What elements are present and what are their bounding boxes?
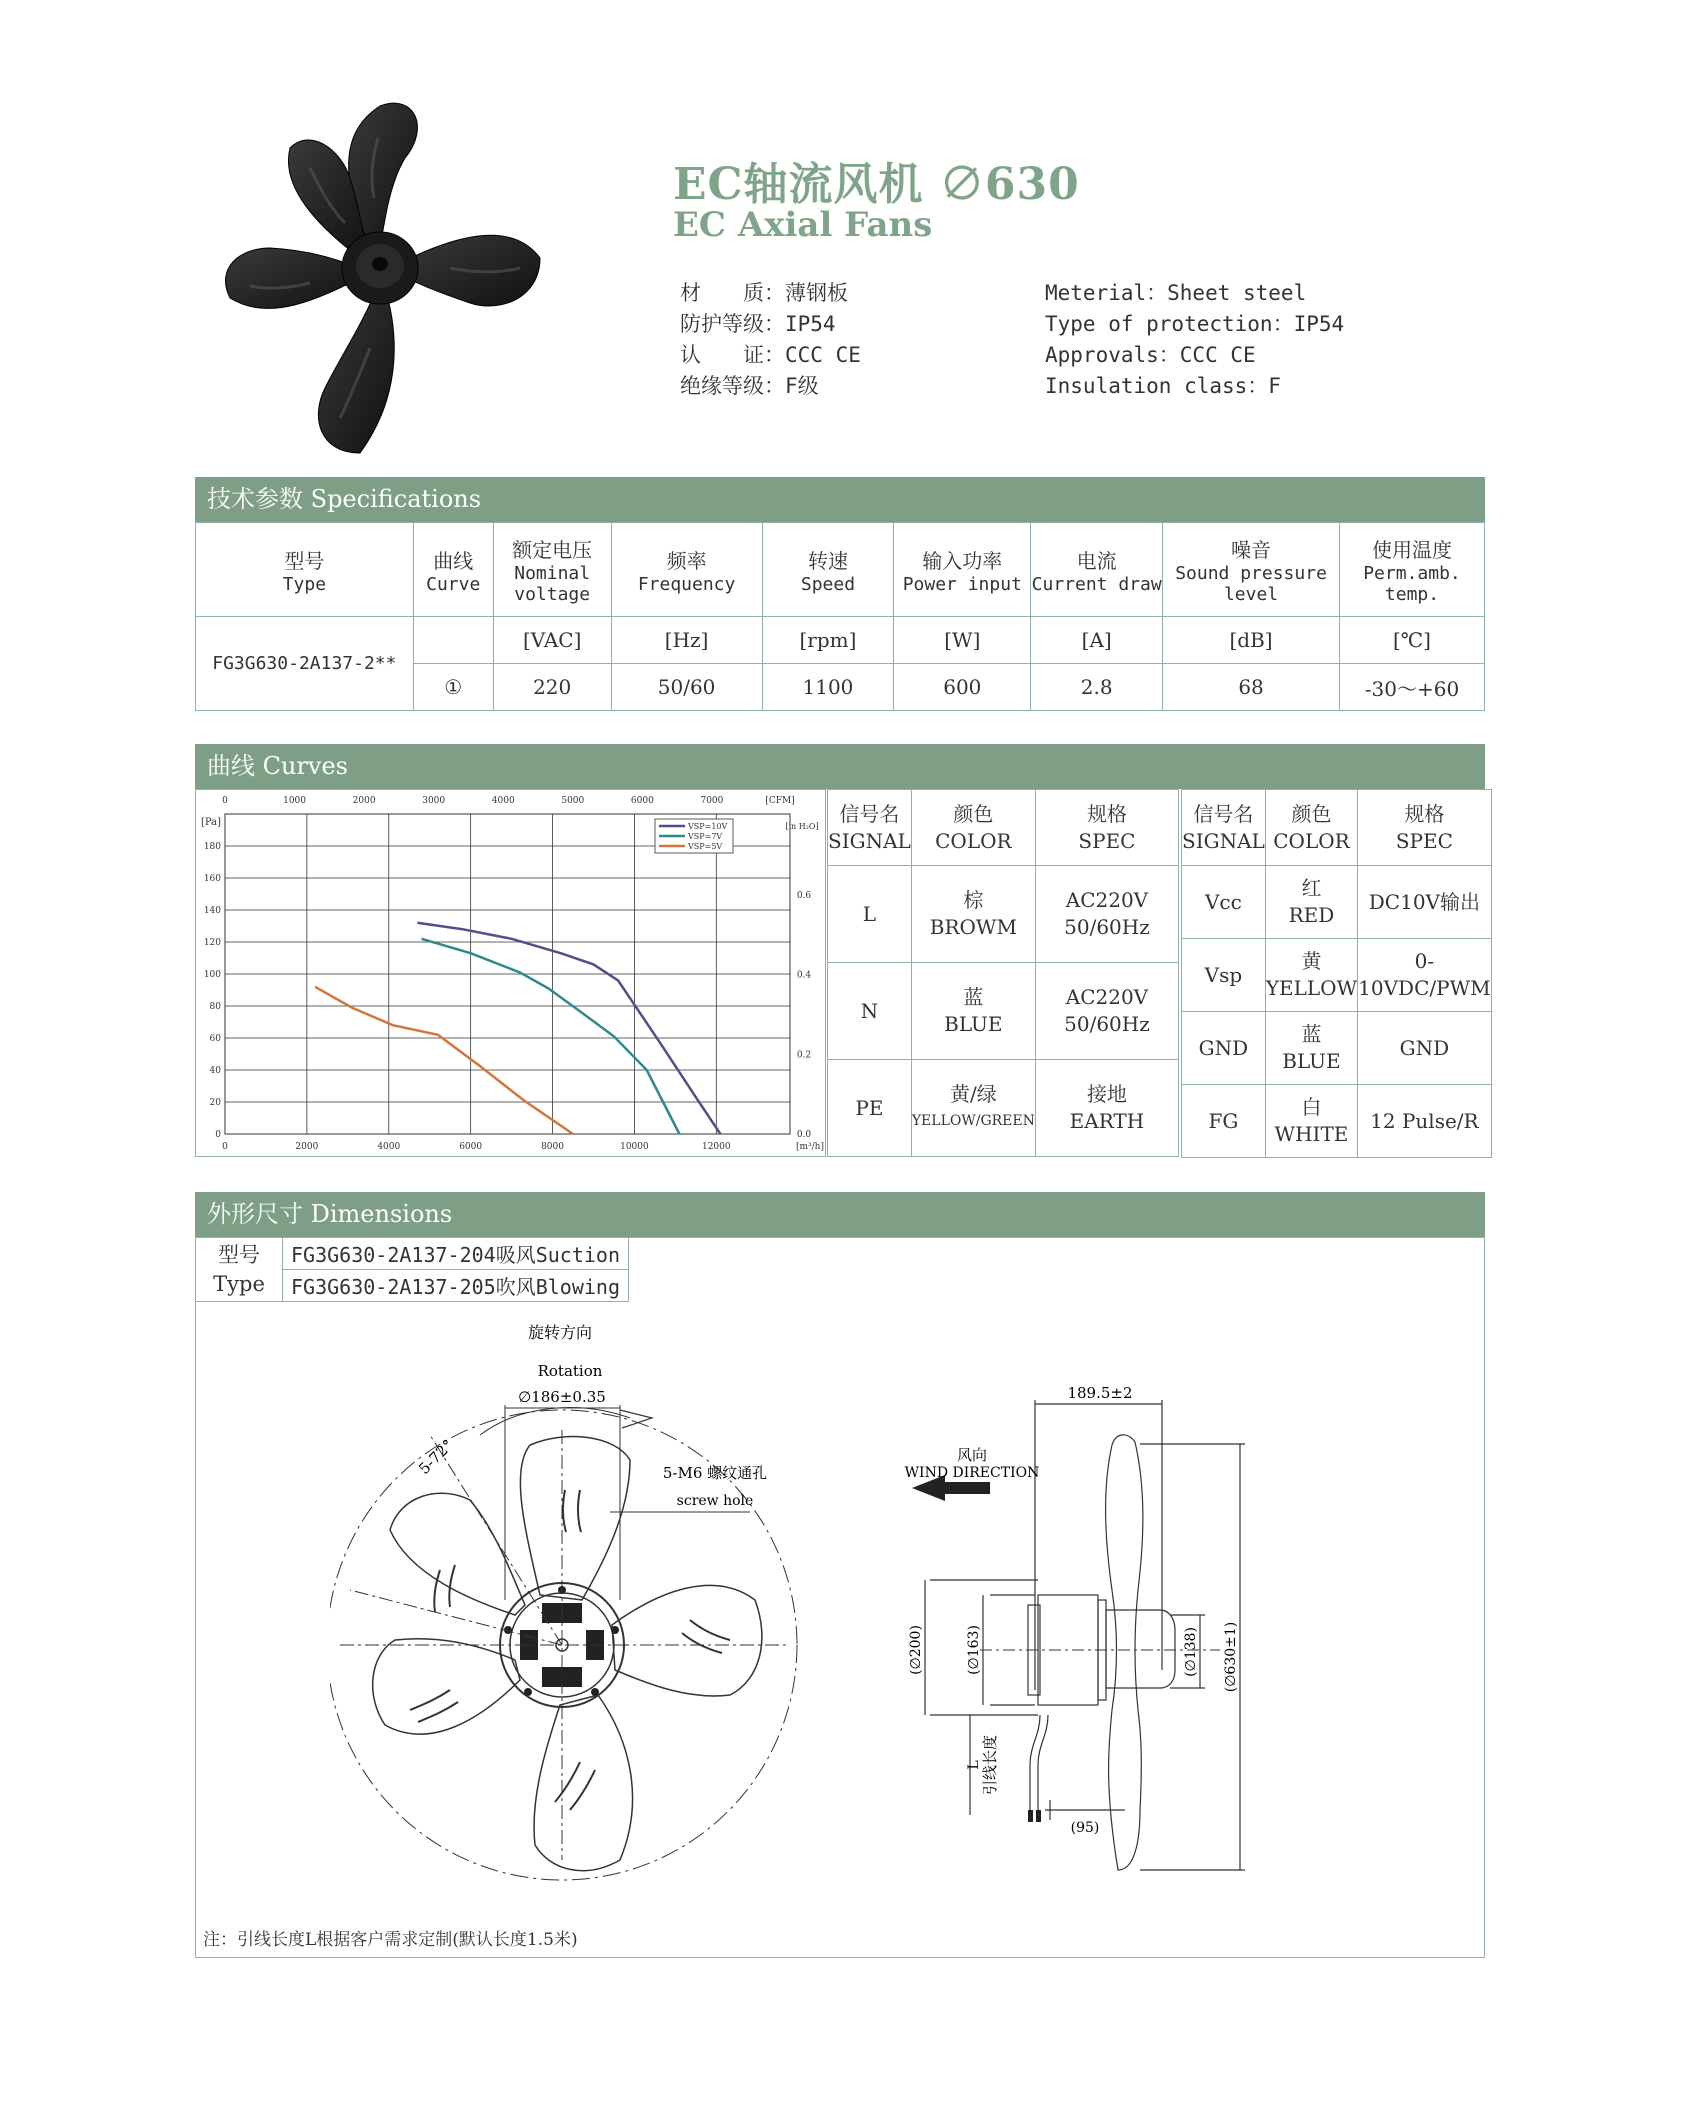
fan-front-view-drawing <box>330 1300 850 1900</box>
fan-product-image <box>210 98 550 460</box>
chart-x2-tick: 6000 <box>630 796 654 806</box>
chart-x2-unit: [CFM] <box>765 796 795 806</box>
properties-en <box>1045 278 1344 402</box>
spec-noise: 68 <box>1163 664 1340 711</box>
dimension-model-table <box>195 1237 629 1302</box>
spec-header-curve: 曲线 Curve <box>413 523 493 617</box>
spec-unit-voltage: [VAC] <box>493 617 611 664</box>
spec-header-speed: 转速 Speed <box>762 523 894 617</box>
prop-protection-en: Type of protection：IP54 <box>1045 312 1345 336</box>
chart-y-tick: 60 <box>209 1034 221 1044</box>
chart-series-line <box>422 939 680 1134</box>
spec-header-temp: 使用温度 Perm.amb. temp. <box>1339 523 1484 617</box>
spec-voltage: 220 <box>493 664 611 711</box>
spec-current: 2.8 <box>1031 664 1163 711</box>
chart-x2-tick: 0 <box>222 796 228 806</box>
dimensions-section-title: 外形尺寸 Dimensions <box>195 1192 1485 1237</box>
chart-legend-label: VSP=5V <box>688 842 723 851</box>
d630-label: (∅630±1) <box>1223 1621 1239 1693</box>
depth-label: 189.5±2 <box>1067 1384 1133 1402</box>
prop-material-en: Meterial：Sheet steel <box>1045 281 1307 305</box>
chart-x2-tick: 1000 <box>283 796 307 806</box>
spec-unit-noise: [dB] <box>1163 617 1340 664</box>
d200-label: (∅200) <box>908 1625 924 1675</box>
spec-unit-current: [A] <box>1031 617 1163 664</box>
signal-right-header: 信号名 SIGNAL 颜色 COLOR 规格 SPEC <box>1182 790 1492 866</box>
spec-header-current: 电流 Current draw <box>1031 523 1163 617</box>
spec-header-voltage: 额定电压 Nominal voltage <box>493 523 611 617</box>
footnote: 注：引线长度L根据客户需求定制(默认长度1.5米) <box>203 1930 578 1950</box>
wind-label-cn: 风向 <box>956 1446 988 1464</box>
prop-material-cn: 材 质：薄钢板 <box>680 281 848 305</box>
signal-table-right <box>1181 789 1492 1158</box>
d163-label: (∅163) <box>966 1625 982 1675</box>
prop-approvals-en: Approvals：CCC CE <box>1045 343 1256 367</box>
specs-section-title: 技术参数 Specifications <box>195 477 1485 522</box>
signal-row-pe: PE 黄/绿 YELLOW/GREEN 接地 EARTH <box>828 1060 1179 1157</box>
lead-length-symbol: L <box>966 1760 982 1770</box>
spec-header-power: 输入功率 Power input <box>894 523 1031 617</box>
chart-y-tick: 80 <box>209 1002 221 1012</box>
chart-legend-label: VSP=7V <box>688 832 723 841</box>
spec-temp: -30～+60 <box>1339 664 1484 711</box>
chart-x-tick: 10000 <box>620 1142 649 1152</box>
d95-label: (95) <box>1070 1820 1100 1836</box>
curves-section-title: 曲线 Curves <box>195 744 1485 789</box>
spec-unit-temp: [℃] <box>1339 617 1484 664</box>
signal-left-header: 信号名 SIGNAL 颜色 COLOR 规格 SPEC <box>828 790 1179 866</box>
rotation-label-cn: 旋转方向 <box>527 1323 593 1342</box>
spec-header-type: 型号 Type <box>196 523 414 617</box>
chart-y2-tick: 0.0 <box>796 1130 812 1140</box>
chart-x2-tick: 4000 <box>491 796 515 806</box>
prop-insulation-en: Insulation class：F <box>1045 374 1281 398</box>
signal-row-n: N 蓝 BLUE AC220V 50/60Hz <box>828 963 1179 1060</box>
chart-y2-tick: 0.4 <box>796 970 812 981</box>
performance-chart <box>195 789 826 1157</box>
angle-label: 5-72° <box>415 1435 457 1478</box>
signal-row-fg: FG 白 WHITE 12 Pulse/R <box>1182 1085 1492 1158</box>
dimension-model-suction: FG3G630-2A137-204吸风Suction <box>283 1238 629 1270</box>
dimension-model-row-1 <box>196 1238 629 1270</box>
chart-x-tick: 12000 <box>701 1142 731 1152</box>
chart-y2-unit: [in H₂O] <box>785 822 819 831</box>
chart-legend-label: VSP=10V <box>688 822 728 831</box>
specs-table <box>195 522 1485 711</box>
spec-header-noise: 噪音 Sound pressure level <box>1163 523 1340 617</box>
chart-x2-tick: 7000 <box>700 796 724 806</box>
signal-table-left <box>827 789 1179 1157</box>
chart-y-tick: 20 <box>209 1098 221 1108</box>
chart-y-tick: 180 <box>203 842 221 852</box>
chart-y-tick: 140 <box>203 906 221 916</box>
wind-label-en: WIND DIRECTION <box>904 1465 1040 1481</box>
spec-curve: ① <box>413 664 493 711</box>
signal-row-l: L 棕 BROWM AC220V 50/60Hz <box>828 866 1179 963</box>
signal-row-gnd: GND 蓝 BLUE GND <box>1182 1012 1492 1085</box>
properties-cn <box>680 278 861 402</box>
chart-x-tick: 4000 <box>377 1142 401 1152</box>
dimension-type-label: 型号 Type <box>196 1238 283 1302</box>
chart-x-tick: 8000 <box>541 1142 564 1152</box>
signal-row-vsp: Vsp 黄 YELLOW 0-10VDC/PWM <box>1182 939 1492 1012</box>
hub-diameter-label: ∅186±0.35 <box>518 1388 606 1406</box>
signal-row-vcc: Vcc 红 RED DC10V输出 <box>1182 866 1492 939</box>
chart-y-tick: 120 <box>203 938 221 948</box>
spec-speed: 1100 <box>762 664 894 711</box>
specs-unit-row <box>196 617 1485 664</box>
specs-header-row <box>196 523 1485 617</box>
chart-y-tick: 160 <box>203 874 221 884</box>
chart-x2-tick: 2000 <box>352 796 376 806</box>
chart-x-tick: 0 <box>222 1142 228 1152</box>
spec-header-frequency: 频率 Frequency <box>611 523 762 617</box>
prop-approvals-cn: 认 证：CCC CE <box>680 343 861 367</box>
spec-unit-power: [W] <box>894 617 1031 664</box>
prop-protection-cn: 防护等级：IP54 <box>680 312 836 336</box>
chart-y-tick: 100 <box>203 970 221 980</box>
chart-series-line <box>315 987 573 1134</box>
lead-length-label: 引线长度 <box>981 1734 999 1796</box>
page-title-cn: EC轴流风机 ∅630 <box>673 159 1080 210</box>
chart-x2-tick: 3000 <box>422 796 446 806</box>
rotation-label-en: Rotation <box>537 1362 603 1380</box>
page-title-en: EC Axial Fans <box>673 205 933 245</box>
chart-x-unit: [m³/h] <box>796 1142 824 1152</box>
chart-y-tick: 0 <box>215 1130 221 1140</box>
d138-label: (∅138) <box>1183 1627 1199 1677</box>
fan-side-view-drawing <box>890 1370 1270 1890</box>
spec-model: FG3G630-2A137-2** <box>196 617 414 711</box>
screw-label-cn: 5-M6 螺纹通孔 <box>662 1464 768 1482</box>
dimension-model-blowing: FG3G630-2A137-205吹风Blowing <box>283 1270 629 1302</box>
spec-unit-frequency: [Hz] <box>611 617 762 664</box>
prop-insulation-cn: 绝缘等级：F级 <box>680 374 819 398</box>
screw-label-en: screw hole <box>676 1493 754 1509</box>
chart-x-tick: 2000 <box>295 1142 319 1152</box>
chart-y2-tick: 0.2 <box>796 1050 812 1061</box>
chart-y-tick: 40 <box>209 1066 221 1076</box>
spec-frequency: 50/60 <box>611 664 762 711</box>
spec-unit-speed: [rpm] <box>762 617 894 664</box>
spec-unit-blank <box>413 617 493 664</box>
chart-x2-tick: 5000 <box>561 796 585 806</box>
spec-power: 600 <box>894 664 1031 711</box>
chart-x-tick: 6000 <box>459 1142 483 1152</box>
chart-y2-tick: 0.6 <box>796 890 812 901</box>
chart-y-unit: [Pa] <box>201 817 222 828</box>
